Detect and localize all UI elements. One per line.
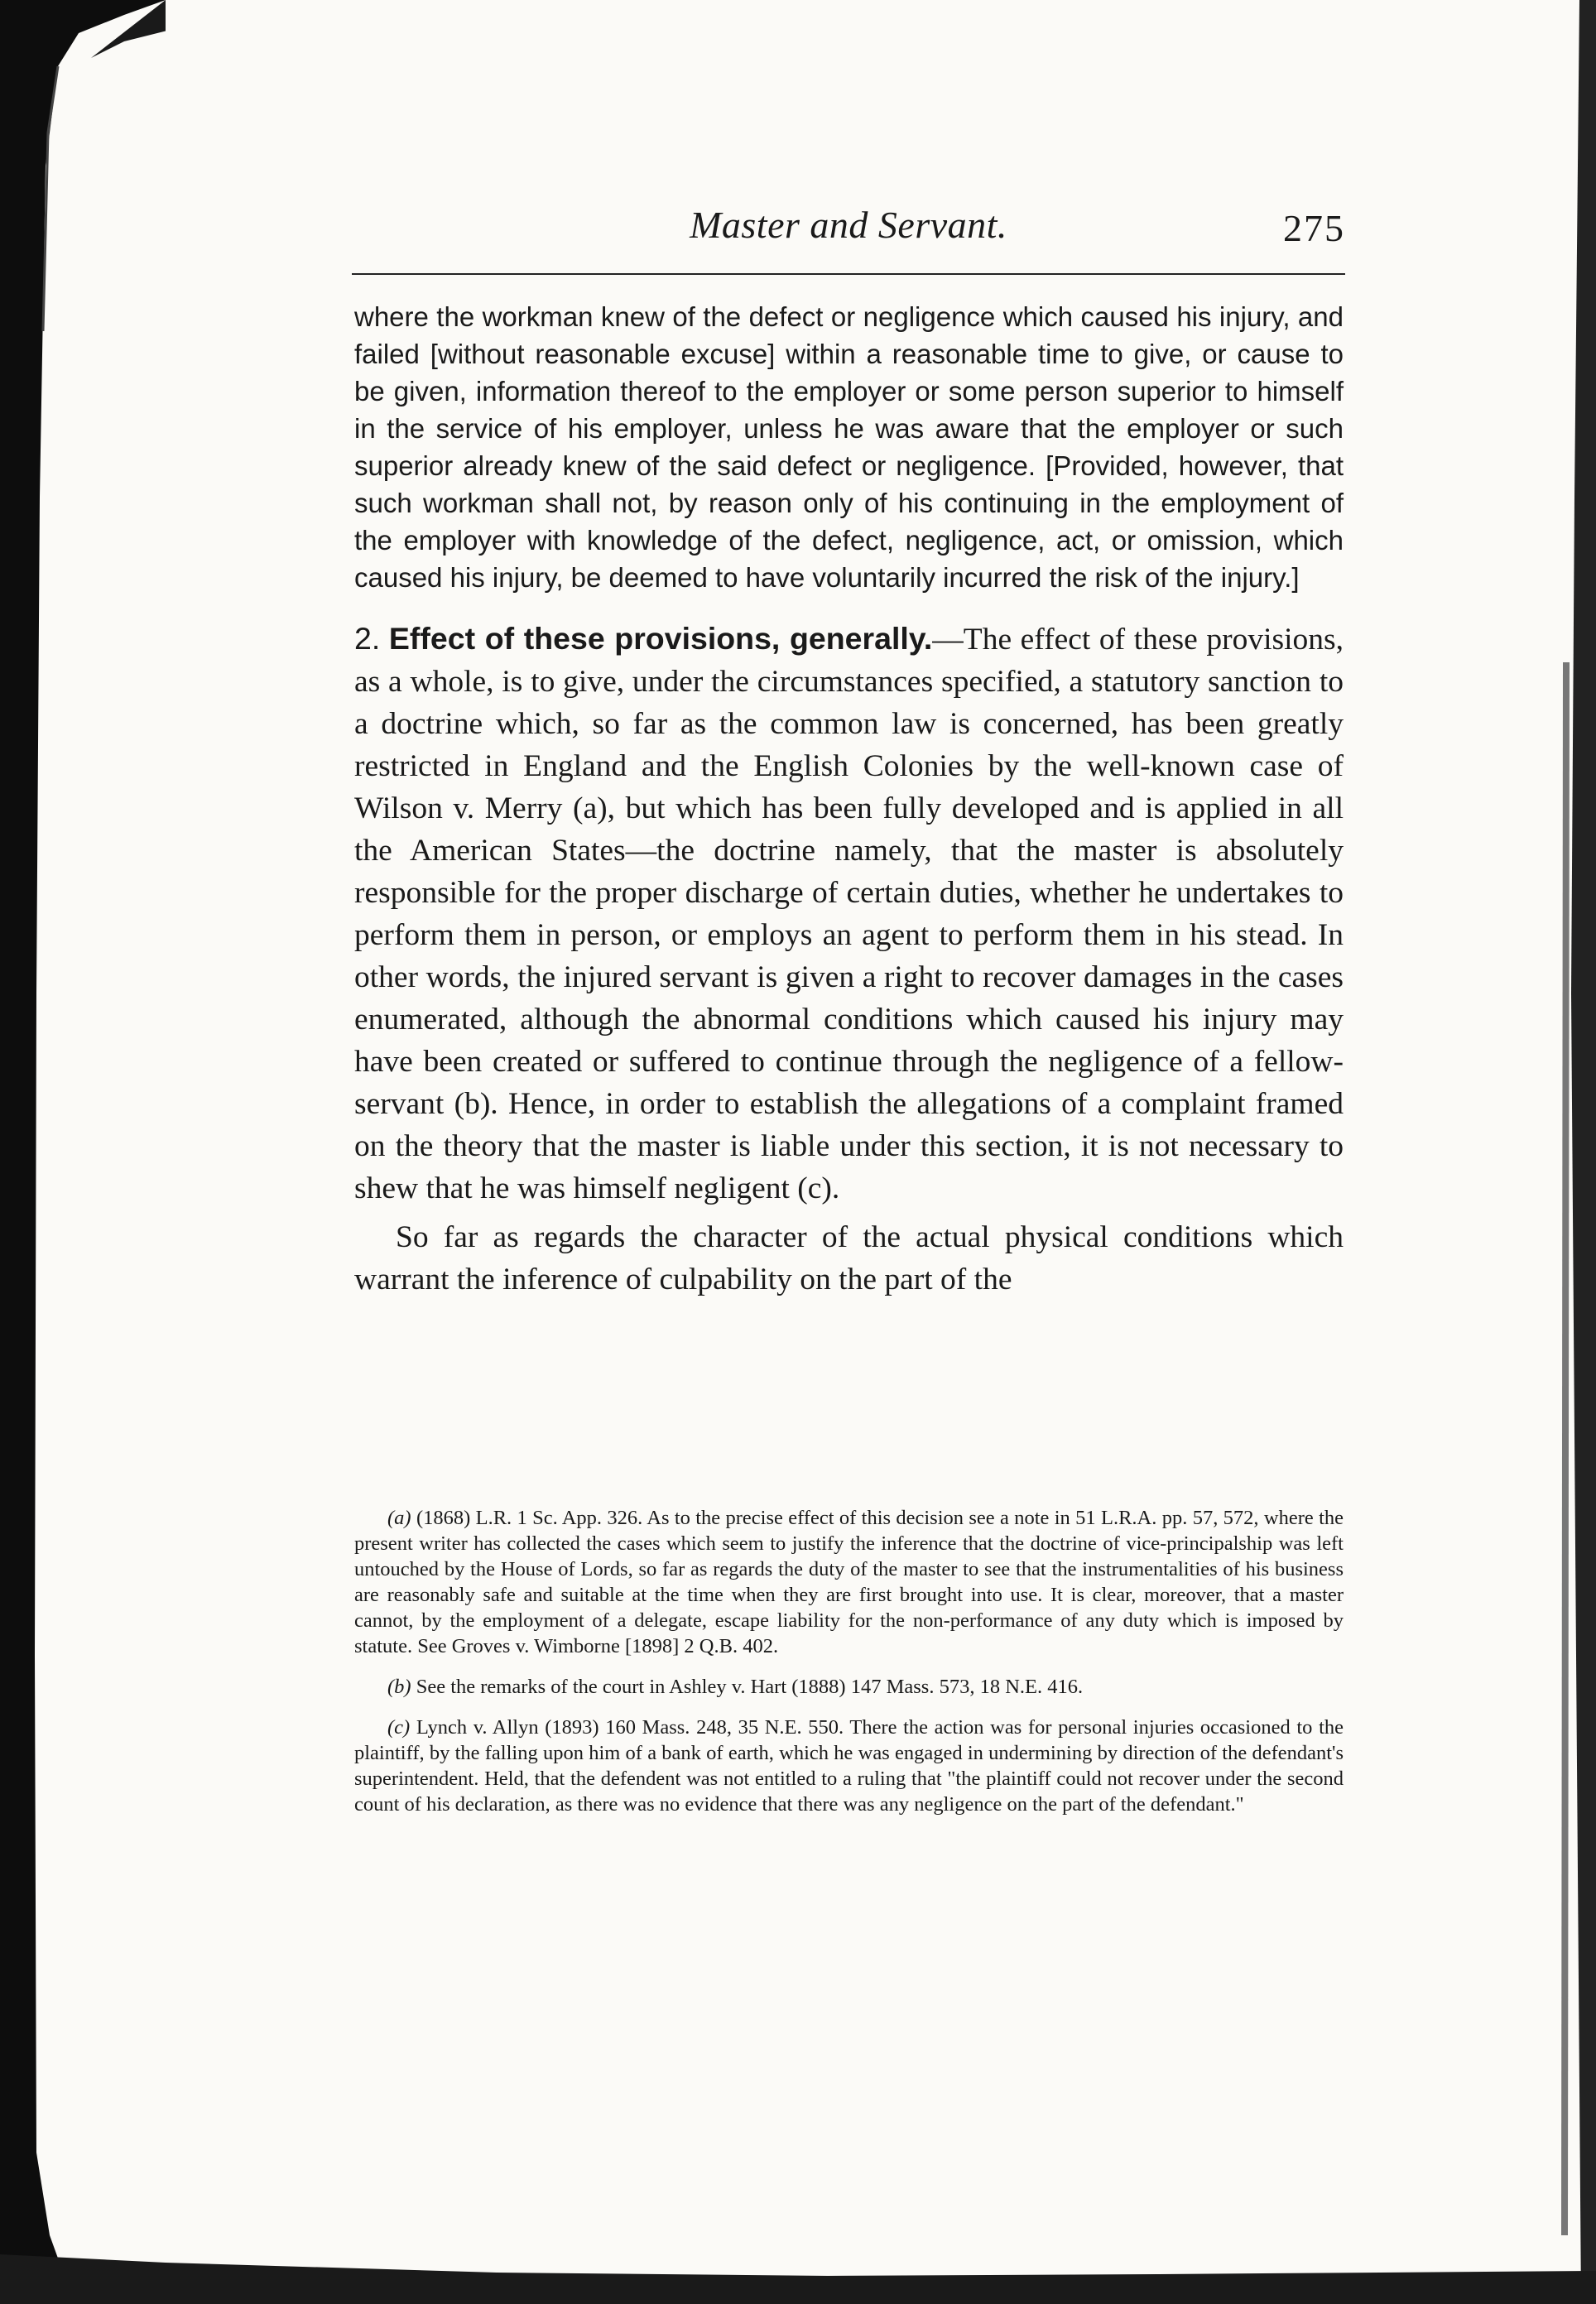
statute-text-paragraph: where the workman knew of the defect or negligence which caused his injury, and failed [without reasonable excuse] within a reasonable time to give, or cause to be given, information thereof to the employer or some person superior to himself in the service of his employer, unless he was aware that the employer or such superior already knew of the said defect or negligence. [Provided, however, that such workman shall not, by reason only of his continuing in the employment of the employer with knowledge of the defect, negligence, act, or omission, which caused his injury, be deemed to have voluntarily incurred the risk of the injury.] [354, 301, 1344, 593]
footnote-mark: (a) [387, 1507, 411, 1529]
section-heading: Effect of these provisions, generally. [388, 621, 933, 656]
footnote-b [354, 1674, 1344, 1700]
footnote-c [354, 1715, 1344, 1817]
section-number: 2. [354, 621, 381, 656]
page-number: 275 [1283, 207, 1345, 249]
footnote-text: Lynch v. Allyn (1893) 160 Mass. 248, 35 N.E. 550. There the action was for personal injuries occasioned to the plaintiff, by the falling upon him of a bank of earth, which he was engaged in undermining by direction of the defendant's superintendent. Held, that the defendent was not entitled to a ruling that "the plaintiff could not recover under the second count of his declaration, as there was no evidence that there was any negligence on the part of the defendant." [354, 1716, 1344, 1816]
section-2-paragraph [354, 618, 1344, 1210]
scan-edge-right [1546, 0, 1596, 2304]
running-head: Master and Servant. [690, 204, 1007, 246]
physical-conditions-paragraph: So far as regards the character of the actual physical conditions which warrant the inference of culpability on the part of the [354, 1220, 1344, 1296]
scan-spine-shadow-left [0, 0, 166, 2304]
footnote-mark: (c) [387, 1716, 411, 1739]
footnote-text: (1868) L.R. 1 Sc. App. 326. As to the precise effect of this decision see a note in 51 L.R.A. pp. 57, 572, where the present writer has collected the cases which seem to justify the inference that the doctrine of vice-principalship was left untouched by the House of Lords, so far as regards the duty of the master to see that the instrumentalities of his business are reasonably safe and suitable at the time when they are first brought into use. It is clear, moreover, that a master cannot, by the employment of a delegate, escape liability for the non-performance of any duty which is imposed by statute. See Groves v. Wimborne [1898] 2 Q.B. 402. [354, 1507, 1344, 1657]
section-2-text: —The effect of these provisions, as a whole, is to give, under the circumstances specified, a statutory sanction to a doctrine which, so far as the common law is concerned, has been greatly restricted in England and the English Colonies by the well-known case of Wilson v. Merry (a), but which has been fully developed and is applied in all the American States—the doctrine namely, that the master is absolutely responsible for the proper discharge of certain duties, whether he undertakes to perform them in person, or employs an agent to perform them in his stead. In other words, the injured servant is given a right to recover damages in the cases enumerated, although the abnormal conditions which caused his injury may have been created or suffered to continue through the negligence of a fellow-servant (b). Hence, in order to establish the allegations of a complaint framed on the theory that the master is liable under this section, it is not necessary to shew that he was himself negligent (c). [354, 623, 1344, 1205]
footnote-text: See the remarks of the court in Ashley v. Hart (1888) 147 Mass. 573, 18 N.E. 416. [416, 1676, 1084, 1698]
page-header [352, 203, 1345, 261]
body-text [354, 298, 1344, 1301]
footnotes [354, 1505, 1344, 1832]
header-rule [352, 273, 1345, 275]
footnote-mark: (b) [387, 1676, 411, 1698]
footnote-a [354, 1505, 1344, 1659]
scan-edge-bottom [0, 2238, 1596, 2304]
